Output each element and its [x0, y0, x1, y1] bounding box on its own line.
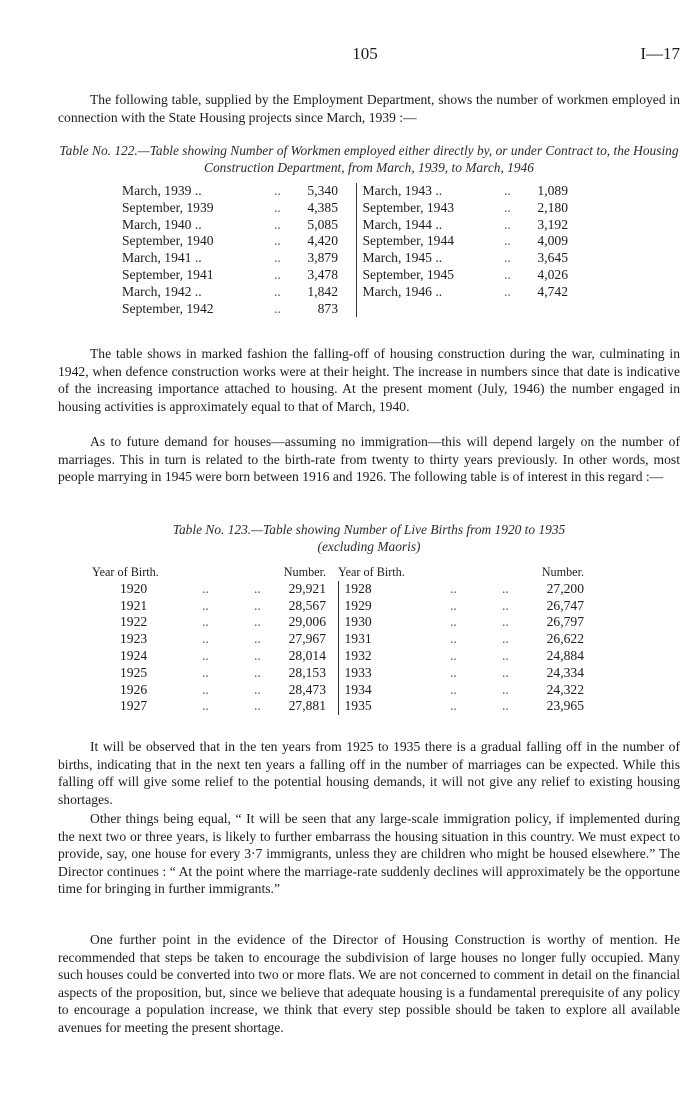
period-cell: March, 1943 .. [356, 183, 504, 200]
table-122-row [122, 301, 568, 318]
column-gap [326, 698, 338, 715]
leader-dots: .. [502, 580, 509, 596]
table-123-caption [58, 521, 680, 556]
table-123-caption-line2: (excluding Maoris) [317, 539, 421, 555]
period-cell: September, 1944 [356, 233, 504, 250]
leader-dots: .. [202, 580, 209, 596]
leader-dots: .. [202, 681, 209, 697]
table-122-row [122, 267, 568, 284]
birth-year-cell: 1934 [338, 682, 450, 699]
births-count-cell: 28,153 [288, 664, 326, 680]
leader-dots: .. [202, 698, 209, 714]
birth-year-cell: 1929 [338, 598, 450, 615]
workmen-count-cell: 5,085 [307, 216, 338, 232]
leader-dots: .. [254, 664, 261, 680]
workmen-count-cell: 4,026 [537, 266, 568, 282]
table-123-header-number-right: Number. [541, 565, 584, 579]
table-122-row [122, 200, 568, 217]
workmen-count-cell: 3,645 [537, 250, 568, 266]
column-gap [326, 631, 338, 648]
leader-dots: .. [504, 183, 511, 198]
leader-dots: .. [450, 631, 457, 647]
workmen-count-cell: 3,879 [307, 250, 338, 266]
table-123-header-number: Number. [283, 565, 326, 579]
paragraph-housing-falloff: The table shows in marked fashion the falling-off of housing construction during the war, culminating in 1942, when defence construction works were at their height. The increase in numbers since that date is indicative of the increasing importance attached to housing. At the present moment (July, 1946) the number engaged in housing activities is approximately equal to that of March, 1940. [58, 346, 680, 414]
paragraph-subdivision: One further point in the evidence of the Director of Housing Construction is worthy of mention. He recommended that steps be taken to encourage the subdivision of large houses no longer fully occupied. Many such houses could be converted into two or more flats. We are not concerned to comment in detail on the financial aspects of the proposition, but, since we believe that adequate housing is a fundamental prerequisite of any policy to encourage a population increase, we think that every step possible should be taken to explore all available avenues for meeting the present shortage. [58, 932, 680, 1035]
leader-dots: .. [504, 199, 511, 215]
workmen-count-cell: 873 [317, 300, 338, 316]
births-count-cell: 29,006 [288, 614, 326, 630]
births-count-cell: 28,014 [288, 647, 326, 663]
column-gap [326, 682, 338, 699]
page-header [0, 44, 700, 68]
table-122-caption: Table No. 122.—Table showing Number of Workmen employed either directly by, or under Contract to, the Housing Construction Department, from March, 1939, to March, 1946 [59, 143, 679, 176]
birth-year-cell: 1924 [120, 647, 148, 663]
leader-dots: .. [274, 233, 281, 249]
column-gap [338, 200, 356, 217]
births-count-cell: 26,797 [546, 614, 584, 630]
period-cell: March, 1942 .. [122, 283, 202, 299]
column-gap [326, 665, 338, 682]
section-reference: I—17 [640, 44, 680, 63]
leader-dots: .. [274, 183, 281, 198]
birth-year-cell: 1921 [120, 597, 148, 613]
births-count-cell: 28,567 [288, 597, 326, 613]
leader-dots: .. [502, 698, 509, 714]
table-123-header-row [92, 564, 584, 581]
workmen-count-cell: 1,089 [537, 183, 568, 198]
leader-dots: .. [502, 681, 509, 697]
leader-dots: .. [202, 597, 209, 613]
paragraph-immigration: Other things being equal, “ It will be seen that any large-scale immigration policy, if implemented during the next two or three years, is likely to further embarrass the housing situation in this country. We must expect to provide, say, one house for every 3·7 immigrants, unless they are children who might be housed elsewhere.” The Director continues : “ At the point where the marriage-rate suddenly declines will approximately be the opportune time for bringing in further immigrants.” [58, 811, 680, 897]
birth-year-cell: 1923 [120, 631, 148, 647]
leader-dots: .. [202, 664, 209, 680]
leader-dots: .. [450, 647, 457, 663]
births-count-cell: 23,965 [546, 698, 584, 714]
leader-dots: .. [502, 631, 509, 647]
period-cell: March, 1941 .. [122, 250, 202, 266]
leader-dots: .. [254, 597, 261, 613]
period-cell: September, 1942 [122, 300, 214, 316]
table-123-row [92, 665, 584, 682]
leader-dots: .. [504, 283, 511, 299]
table-122-row [122, 183, 568, 200]
birth-year-cell: 1933 [338, 665, 450, 682]
leader-dots: .. [504, 250, 511, 266]
births-count-cell: 24,322 [546, 681, 584, 697]
workmen-count-cell: 4,009 [537, 233, 568, 249]
birth-year-cell: 1926 [120, 681, 148, 697]
period-cell: September, 1940 [122, 233, 214, 249]
period-cell: March, 1939 .. [122, 183, 202, 198]
birth-year-cell: 1932 [338, 648, 450, 665]
column-gap [326, 648, 338, 665]
table-123-row [92, 614, 584, 631]
column-gap [338, 183, 356, 200]
table-122-row [122, 233, 568, 250]
births-count-cell: 27,881 [288, 698, 326, 714]
births-count-cell: 24,334 [546, 664, 584, 680]
leader-dots: .. [274, 199, 281, 215]
page-number: 105 [352, 44, 378, 63]
column-gap [326, 614, 338, 631]
column-gap [326, 598, 338, 615]
leader-dots: .. [450, 664, 457, 680]
table-123-row [92, 648, 584, 665]
leader-dots: .. [254, 580, 261, 596]
workmen-count-cell: 4,742 [537, 283, 568, 299]
leader-dots: .. [254, 647, 261, 663]
leader-dots: .. [450, 580, 457, 596]
column-gap [338, 233, 356, 250]
period-cell: September, 1941 [122, 266, 214, 282]
leader-dots: .. [274, 216, 281, 232]
table-123-row [92, 581, 584, 598]
empty-cell [356, 301, 504, 318]
table-122-row [122, 284, 568, 301]
leader-dots: .. [202, 614, 209, 630]
leader-dots: .. [502, 664, 509, 680]
workmen-count-cell: 3,192 [537, 216, 568, 232]
table-123-row [92, 631, 584, 648]
birth-year-cell: 1935 [338, 698, 450, 715]
period-cell: September, 1943 [356, 200, 504, 217]
birth-year-cell: 1925 [120, 664, 148, 680]
workmen-count-cell: 4,385 [307, 199, 338, 215]
leader-dots: .. [502, 647, 509, 663]
leader-dots: .. [450, 614, 457, 630]
table-123-header-year: Year of Birth. [92, 565, 159, 579]
table-122 [122, 183, 568, 317]
birth-year-cell: 1930 [338, 614, 450, 631]
paragraph-future-demand: As to future demand for houses—assuming no immigration—this will depend largely on the number of marriages. This in turn is related to the birth-rate from twenty to thirty years previously. In other words, most people marrying in 1945 were born between 1916 and 1926. The following table is of interest in this regard :— [58, 434, 680, 485]
leader-dots: .. [254, 614, 261, 630]
period-cell: September, 1945 [356, 267, 504, 284]
births-count-cell: 27,967 [288, 631, 326, 647]
leader-dots: .. [274, 266, 281, 282]
leader-dots: .. [504, 266, 511, 282]
column-gap [326, 581, 338, 598]
period-cell: March, 1946 .. [356, 284, 504, 301]
birth-year-cell: 1928 [338, 581, 450, 598]
period-cell: September, 1939 [122, 199, 214, 215]
intro-paragraph: The following table, supplied by the Employment Department, shows the number of workmen employed in connection with the State Housing projects since March, 1939 :— [58, 92, 680, 125]
period-cell: March, 1944 .. [356, 217, 504, 234]
leader-dots: .. [274, 250, 281, 266]
leader-dots: .. [254, 698, 261, 714]
table-123-caption-line1: Table No. 123.—Table showing Number of Live Births from 1920 to 1935 [172, 522, 566, 537]
birth-year-cell: 1920 [120, 580, 148, 596]
workmen-count-cell: 3,478 [307, 266, 338, 282]
leader-dots: .. [502, 597, 509, 613]
leader-dots: .. [450, 597, 457, 613]
leader-dots: .. [450, 681, 457, 697]
births-count-cell: 28,473 [288, 681, 326, 697]
birth-year-cell: 1922 [120, 614, 148, 630]
leader-dots: .. [254, 681, 261, 697]
leader-dots: .. [274, 283, 281, 299]
leader-dots: .. [202, 647, 209, 663]
workmen-count-cell: 1,842 [307, 283, 338, 299]
table-123-row [92, 698, 584, 715]
births-count-cell: 26,747 [546, 597, 584, 613]
table-123-row [92, 682, 584, 699]
column-gap [338, 284, 356, 301]
period-cell: March, 1945 .. [356, 250, 504, 267]
births-count-cell: 29,921 [288, 580, 326, 596]
leader-dots: .. [274, 300, 281, 316]
workmen-count-cell: 2,180 [537, 199, 568, 215]
birth-year-cell: 1927 [120, 698, 148, 714]
table-123-row [92, 598, 584, 615]
table-122-row [122, 217, 568, 234]
column-gap [338, 301, 356, 318]
births-count-cell: 27,200 [546, 580, 584, 596]
births-count-cell: 24,884 [546, 647, 584, 663]
period-cell: March, 1940 .. [122, 216, 202, 232]
empty-cell [504, 301, 526, 318]
table-123-header-year-right: Year of Birth. [338, 565, 405, 579]
paragraph-births-decline: It will be observed that in the ten years from 1925 to 1935 there is a gradual falling off in the number of births, indicating that in the next ten years a falling off in the number of marriages can be expected. While this falling off will give some relief to the potential housing demands, it will not give any relief to existing housing shortages. [58, 739, 680, 807]
column-gap [338, 250, 356, 267]
leader-dots: .. [504, 216, 511, 232]
births-count-cell: 26,622 [546, 631, 584, 647]
leader-dots: .. [202, 631, 209, 647]
workmen-count-cell: 4,420 [307, 233, 338, 249]
column-gap [338, 267, 356, 284]
leader-dots: .. [254, 631, 261, 647]
leader-dots: .. [450, 698, 457, 714]
table-122-row [122, 250, 568, 267]
leader-dots: .. [502, 614, 509, 630]
leader-dots: .. [504, 233, 511, 249]
workmen-count-cell: 5,340 [307, 183, 338, 198]
column-gap [338, 217, 356, 234]
empty-cell [526, 301, 568, 318]
table-123 [92, 564, 584, 715]
birth-year-cell: 1931 [338, 631, 450, 648]
